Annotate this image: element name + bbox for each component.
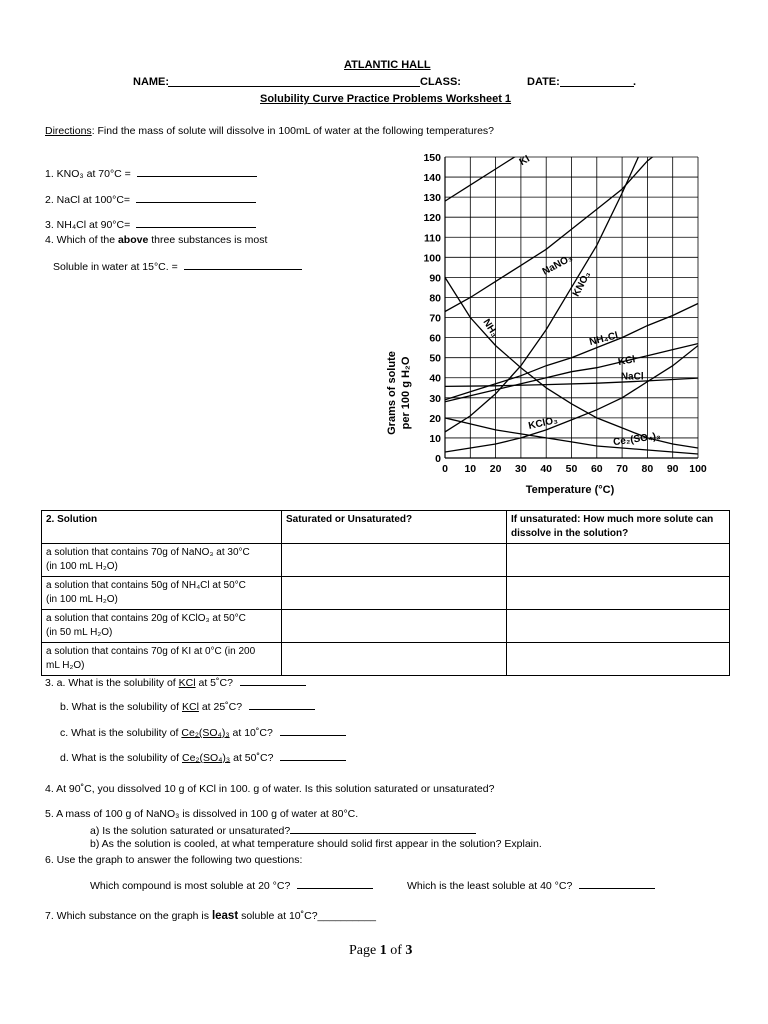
table-cell-more[interactable] [507,544,730,577]
x-tick-label: 10 [464,463,477,475]
curve-label: NH₄Cl [588,330,620,349]
y-tick-labels [423,152,441,465]
q3a-text-end: at 5˚C? [195,677,233,689]
x-tick-label: 50 [565,463,578,475]
q7-text-end: soluble at 10˚C? [238,910,318,922]
footer-of: of [386,943,406,958]
table-row [42,544,730,577]
answer-line-3[interactable] [136,217,256,228]
x-tick-label: 80 [641,463,654,475]
table-header-solution: 2. Solution [42,511,282,544]
school-name: ATLANTIC HALL [344,59,431,71]
question-1 [45,166,257,180]
q6b-text: Which is the least soluble at 40 °C? [407,880,573,892]
question-6a [90,878,373,892]
y-tick-label: 100 [423,252,441,265]
answer-line-6b[interactable] [579,878,655,889]
question-5: 5. A mass of 100 g of NaNO₃ is dissolved in 100 g of water at 80°C. [45,808,359,820]
class-label: CLASS: [420,76,461,88]
answer-line-3a[interactable] [240,675,306,686]
answer-line-3c[interactable] [280,725,346,736]
question-4-text-a: 4. Which of the [45,234,118,246]
x-axis-label: Temperature (°C) [525,484,615,496]
table-row [42,610,730,643]
y-axis-label-1: Grams of solute [386,351,398,435]
y-tick-label: 20 [429,412,441,425]
q7-emphasis: least [211,910,239,922]
table-row [42,577,730,610]
y-tick-label: 110 [424,232,441,245]
question-4-text-c: Soluble in water at 15°C. = [53,261,178,273]
q3c-compound: Ce₂(SO₄)₃ [181,727,230,739]
date-dot: . [633,76,637,88]
question-5b: b) As the solution is cooled, at what temperature should solid first appear in the solution? Explain. [90,838,542,850]
x-tick-label: 90 [666,463,679,475]
q3d-text: d. What is the solubility of [60,752,182,764]
y-tick-label: 120 [423,212,441,225]
question-4-kcl: 4. At 90˚C, you dissolved 10 g of KCl in 100. g of water. Is this solution saturated or unsaturated? [45,783,495,795]
curve-label: NH₃ [480,317,500,340]
y-tick-label: 50 [429,352,441,365]
y-tick-label: 140 [423,172,441,185]
question-6b [407,878,655,892]
table-cell-solution: a solution that contains 70g of KI at 0°C (in 200 mL H₂O) [42,643,282,676]
x-tick-label: 40 [540,463,553,475]
table-cell-saturated[interactable] [282,544,507,577]
question-4-line2 [53,259,302,273]
answer-line-5a[interactable] [290,823,476,834]
chart-grid [445,157,698,458]
question-3c [60,725,346,739]
table-cell-more[interactable] [507,577,730,610]
curve-label: NaNO₃ [540,252,575,278]
question-3-text: 3. NH₄Cl at 90°C= [45,219,131,231]
answer-line-7[interactable]: __________ [317,910,376,922]
table-cell-saturated[interactable] [282,643,507,676]
footer-page-label: Page [349,943,380,958]
x-tick-label: 100 [689,463,707,475]
y-tick-label: 60 [429,332,441,345]
curve-label: KCl [617,354,637,369]
x-tick-label: 60 [590,463,603,475]
q7-text: 7. Which substance on the graph is [45,910,212,922]
curve-label: NaCl [620,371,644,383]
y-tick-label: 90 [429,272,441,285]
curve-nano3 [445,148,673,312]
question-7 [45,910,376,922]
answer-line-1[interactable] [137,166,257,177]
y-tick-label: 10 [429,432,441,445]
table-cell-more[interactable] [507,610,730,643]
directions-text: : Find the mass of solute will dissolve in 100mL of water at the following temperatures? [91,125,494,137]
solubility-chart [380,148,725,503]
directions [45,125,494,137]
date-label: DATE: [527,76,560,88]
question-3 [45,217,256,231]
q5a-text: a) Is the solution saturated or unsaturated? [90,825,291,837]
y-tick-label: 40 [429,372,441,385]
table-cell-more[interactable] [507,643,730,676]
solution-table [41,510,730,676]
x-tick-labels [442,463,707,475]
y-axis-label-2: per 100 g H₂O [400,356,412,430]
table-cell-solution: a solution that contains 50g of NH₄Cl at 50°C (in 100 mL H₂O) [42,577,282,610]
y-tick-label: 70 [429,312,441,325]
question-2-text: 2. NaCl at 100°C= [45,194,131,206]
question-6: 6. Use the graph to answer the following two questions: [45,854,303,866]
q3c-text: c. What is the solubility of [60,727,182,739]
q3d-compound: Ce₂(SO₄)₃ [181,752,231,764]
table-header-saturated: Saturated or Unsaturated? [282,511,507,544]
table-cell-saturated[interactable] [282,610,507,643]
q3b-compound: KCl [181,701,199,713]
table-header-more-solute: If unsaturated: How much more solute can dissolve in the solution? [507,511,730,544]
q6a-text: Which compound is most soluble at 20 °C? [90,880,291,892]
answer-line-4[interactable] [184,259,302,270]
table-header-row [42,511,730,544]
name-line[interactable] [168,86,420,87]
q3a-compound: KCl [178,677,196,689]
y-tick-label: 80 [429,292,441,305]
table-cell-saturated[interactable] [282,577,507,610]
worksheet-title: Solubility Curve Practice Problems Worksheet 1 [260,93,512,105]
answer-line-3d[interactable] [280,750,346,761]
question-4 [45,234,267,246]
y-tick-label: 150 [423,152,441,164]
question-5a [90,823,476,837]
question-1-text: 1. KNO₃ at 70°C = [45,168,131,180]
name-label: NAME: [133,76,170,88]
y-tick-label: 0 [435,453,441,465]
table-cell-solution: a solution that contains 70g of NaNO₃ at 30°C (in 100 mL H₂O) [42,544,282,577]
q3b-text: b. What is the solubility of [60,701,182,713]
x-tick-label: 30 [515,463,527,475]
curve-label: KClO₃ [527,414,559,432]
curve-label: Ce₂(SO₄)₃ [612,430,662,449]
question-3b [60,699,315,713]
question-3a [45,675,306,689]
page-total: 3 [405,943,413,958]
y-tick-label: 130 [423,192,441,205]
y-tick-label: 30 [429,392,441,405]
table-cell-solution: a solution that contains 20g of KClO₃ at 50°C (in 50 mL H₂O) [42,610,282,643]
page-number: 1 [379,943,387,958]
curve-label: KI [517,153,532,169]
question-3d [60,750,346,764]
q3a-text: 3. a. What is the solubility of [45,677,179,689]
q3d-text-end: at 50˚C? [230,752,274,764]
curve-label: KNO₃ [570,269,594,299]
answer-line-6a[interactable] [297,878,373,889]
question-4-emphasis: above [117,234,149,246]
date-line[interactable] [560,86,634,87]
q3c-text-end: at 10˚C? [229,727,273,739]
question-2 [45,192,256,206]
page-footer [349,943,412,959]
answer-line-2[interactable] [136,192,256,203]
x-tick-label: 20 [489,463,502,475]
table-row [42,643,730,676]
directions-label: Directions [45,125,92,137]
question-4-text-b: three substances is most [148,234,268,246]
x-tick-label: 0 [442,463,448,475]
x-tick-label: 70 [616,463,628,475]
answer-line-3b[interactable] [249,699,315,710]
q3b-text-end: at 25˚C? [198,701,243,713]
